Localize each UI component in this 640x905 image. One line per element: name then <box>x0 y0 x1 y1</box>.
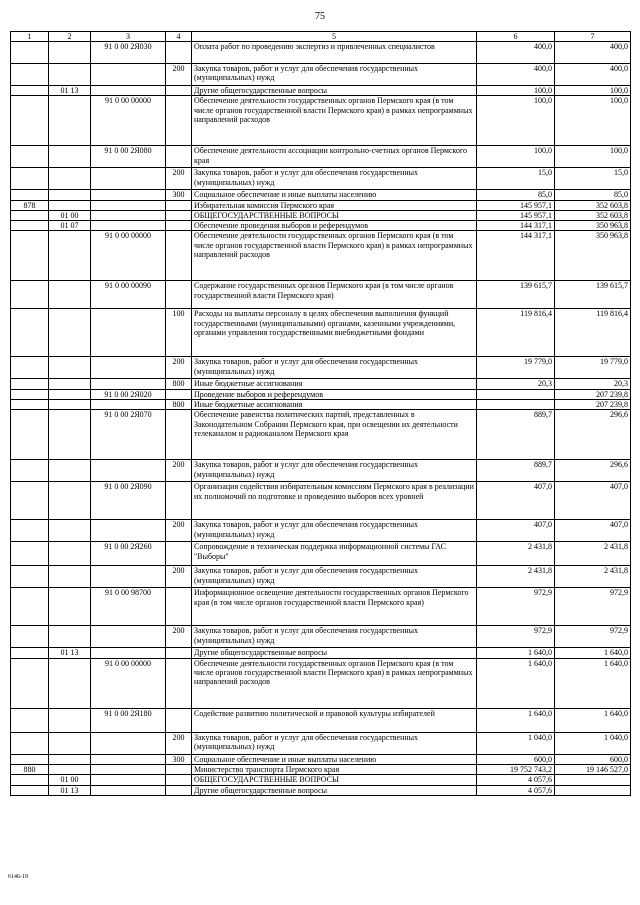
table-row <box>11 410 631 460</box>
amount-2021-cell: 296,6 <box>555 460 631 482</box>
admin-code-cell <box>11 210 49 220</box>
section-code-cell <box>49 410 91 460</box>
section-code-cell: 01 07 <box>49 221 91 231</box>
table-row <box>11 210 631 220</box>
description-cell: ОБЩЕГОСУДАРСТВЕННЫЕ ВОПРОСЫ <box>192 210 477 220</box>
section-code-cell: 01 13 <box>49 648 91 658</box>
description-cell: Закупка товаров, работ и услуг для обеспечения государственных (муниципальных) нужд <box>192 520 477 542</box>
admin-code-cell <box>11 96 49 146</box>
admin-code-cell <box>11 785 49 795</box>
admin-code-cell <box>11 64 49 86</box>
amount-2020-cell: 100,0 <box>477 86 555 96</box>
admin-code-cell <box>11 658 49 708</box>
table-row <box>11 96 631 146</box>
admin-code-cell <box>11 708 49 732</box>
section-code-cell <box>49 764 91 774</box>
amount-2021-cell: 600,0 <box>555 754 631 764</box>
expense-type-cell <box>166 86 192 96</box>
amount-2021-cell: 19 146 527,0 <box>555 764 631 774</box>
expense-type-cell: 200 <box>166 732 192 754</box>
amount-2021-cell: 19 779,0 <box>555 357 631 379</box>
target-article-cell <box>91 357 166 379</box>
table-row <box>11 542 631 566</box>
amount-2020-cell: 19 779,0 <box>477 357 555 379</box>
section-code-cell <box>49 400 91 410</box>
expense-type-cell: 100 <box>166 309 192 357</box>
expense-type-cell: 200 <box>166 168 192 190</box>
expense-type-cell: 300 <box>166 190 192 200</box>
admin-code-cell <box>11 190 49 200</box>
admin-code-cell <box>11 542 49 566</box>
amount-2020-cell: 145 957,1 <box>477 210 555 220</box>
description-cell: Обеспечение деятельности государственных органов Пермского края (в том числе органов государственной власти Пермского края) в рамках непрограммных направлений расходов <box>192 96 477 146</box>
table-row <box>11 626 631 648</box>
section-code-cell: 01 00 <box>49 210 91 220</box>
table-row <box>11 482 631 520</box>
target-article-cell: 91 0 00 00000 <box>91 231 166 281</box>
expense-type-cell <box>166 389 192 399</box>
amount-2021-cell: 100,0 <box>555 146 631 168</box>
expense-type-cell <box>166 221 192 231</box>
amount-2020-cell: 19 752 743,2 <box>477 764 555 774</box>
target-article-cell <box>91 785 166 795</box>
target-article-cell: 91 0 00 2Я030 <box>91 42 166 64</box>
table-row <box>11 281 631 309</box>
amount-2021-cell: 407,0 <box>555 482 631 520</box>
amount-2020-cell: 1 640,0 <box>477 658 555 708</box>
section-code-cell <box>49 200 91 210</box>
amount-2021-cell: 972,9 <box>555 626 631 648</box>
section-code-cell: 01 00 <box>49 775 91 785</box>
description-cell: Обеспечение равенства политических партий, представленных в Законодательном Собрании Пермского края, при освещении их деятельности телеканалом и радиоканалом Пермского края <box>192 410 477 460</box>
target-article-cell <box>91 566 166 588</box>
description-cell: Закупка товаров, работ и услуг для обеспечения государственных (муниципальных) нужд <box>192 732 477 754</box>
description-cell: ОБЩЕГОСУДАРСТВЕННЫЕ ВОПРОСЫ <box>192 775 477 785</box>
expense-type-cell: 800 <box>166 379 192 389</box>
table-row <box>11 400 631 410</box>
description-cell: Информационное освещение деятельности государственных органов Пермского края (в том числе органов государственной власти Пермского края) <box>192 588 477 626</box>
amount-2020-cell: 400,0 <box>477 42 555 64</box>
admin-code-cell <box>11 520 49 542</box>
description-cell: Закупка товаров, работ и услуг для обеспечения государственных (муниципальных) нужд <box>192 626 477 648</box>
expense-type-cell <box>166 281 192 309</box>
table-row <box>11 732 631 754</box>
amount-2020-cell: 100,0 <box>477 96 555 146</box>
amount-2021-cell: 100,0 <box>555 96 631 146</box>
table-row <box>11 309 631 357</box>
description-cell: Закупка товаров, работ и услуг для обеспечения государственных (муниципальных) нужд <box>192 566 477 588</box>
table-row <box>11 708 631 732</box>
amount-2021-cell: 207 239,8 <box>555 389 631 399</box>
table-row <box>11 648 631 658</box>
table-row <box>11 754 631 764</box>
page-number: 75 <box>315 11 325 22</box>
amount-2021-cell: 85,0 <box>555 190 631 200</box>
admin-code-cell <box>11 460 49 482</box>
table-row <box>11 379 631 389</box>
section-code-cell <box>49 460 91 482</box>
header-col-7: 7 <box>555 32 631 42</box>
amount-2020-cell: 144 317,1 <box>477 221 555 231</box>
description-cell: Другие общегосударственные вопросы <box>192 86 477 96</box>
description-cell: Закупка товаров, работ и услуг для обеспечения государственных (муниципальных) нужд <box>192 168 477 190</box>
table-row <box>11 764 631 774</box>
amount-2021-cell: 352 603,8 <box>555 200 631 210</box>
section-code-cell <box>49 626 91 648</box>
table-row <box>11 64 631 86</box>
description-cell: Закупка товаров, работ и услуг для обеспечения государственных (муниципальных) нужд <box>192 460 477 482</box>
amount-2021-cell: 296,6 <box>555 410 631 460</box>
expense-type-cell <box>166 588 192 626</box>
amount-2020-cell: 20,3 <box>477 379 555 389</box>
amount-2020-cell: 85,0 <box>477 190 555 200</box>
description-cell: Организация содействия избирательным комиссиям Пермского края в реализации их полномочий по подготовке и проведению выборов всех уровней <box>192 482 477 520</box>
table-row <box>11 200 631 210</box>
amount-2020-cell: 400,0 <box>477 64 555 86</box>
amount-2021-cell: 2 431,8 <box>555 566 631 588</box>
table-row <box>11 42 631 64</box>
amount-2020-cell: 144 317,1 <box>477 231 555 281</box>
admin-code-cell <box>11 221 49 231</box>
amount-2020-cell: 4 057,6 <box>477 775 555 785</box>
table-row <box>11 221 631 231</box>
amount-2021-cell: 407,0 <box>555 520 631 542</box>
table-row <box>11 357 631 379</box>
target-article-cell: 91 0 00 2Я180 <box>91 708 166 732</box>
section-code-cell <box>49 309 91 357</box>
amount-2021-cell: 20,3 <box>555 379 631 389</box>
admin-code-cell: 878 <box>11 200 49 210</box>
amount-2020-cell: 1 640,0 <box>477 708 555 732</box>
section-code-cell <box>49 146 91 168</box>
description-cell: Министерство транспорта Пермского края <box>192 764 477 774</box>
admin-code-cell <box>11 42 49 64</box>
table-row <box>11 86 631 96</box>
admin-code-cell <box>11 400 49 410</box>
amount-2020-cell: 1 640,0 <box>477 648 555 658</box>
section-code-cell <box>49 357 91 379</box>
table-row <box>11 588 631 626</box>
amount-2020-cell: 972,9 <box>477 626 555 648</box>
section-code-cell <box>49 588 91 626</box>
expense-type-cell: 200 <box>166 520 192 542</box>
target-article-cell <box>91 86 166 96</box>
section-code-cell <box>49 96 91 146</box>
expense-type-cell <box>166 146 192 168</box>
section-code-cell <box>49 64 91 86</box>
admin-code-cell <box>11 775 49 785</box>
target-article-cell <box>91 754 166 764</box>
amount-2021-cell: 15,0 <box>555 168 631 190</box>
target-article-cell <box>91 764 166 774</box>
description-cell: Оплата работ по проведению экспертиз и привлеченных специалистов <box>192 42 477 64</box>
admin-code-cell <box>11 281 49 309</box>
expense-type-cell <box>166 210 192 220</box>
amount-2021-cell: 350 963,8 <box>555 231 631 281</box>
amount-2020-cell: 889,7 <box>477 460 555 482</box>
amount-2021-cell: 352 603,8 <box>555 210 631 220</box>
expense-type-cell: 800 <box>166 400 192 410</box>
amount-2020-cell: 407,0 <box>477 520 555 542</box>
expense-type-cell <box>166 775 192 785</box>
table-row <box>11 190 631 200</box>
table-row <box>11 566 631 588</box>
expense-type-cell: 300 <box>166 754 192 764</box>
amount-2020-cell: 889,7 <box>477 410 555 460</box>
target-article-cell <box>91 460 166 482</box>
target-article-cell: 91 0 00 00000 <box>91 96 166 146</box>
target-article-cell <box>91 64 166 86</box>
footer-code: 6146-19 <box>8 874 28 880</box>
amount-2020-cell: 1 040,0 <box>477 732 555 754</box>
section-code-cell <box>49 168 91 190</box>
admin-code-cell <box>11 648 49 658</box>
description-cell: Обеспечение деятельности государственных органов Пермского края (в том числе органов государственной власти Пермского края) в рамках непрограммных направлений расходов <box>192 231 477 281</box>
amount-2021-cell <box>555 775 631 785</box>
section-code-cell: 01 13 <box>49 86 91 96</box>
section-code-cell <box>49 42 91 64</box>
description-cell: Иные бюджетные ассигнования <box>192 400 477 410</box>
admin-code-cell <box>11 410 49 460</box>
description-cell: Другие общегосударственные вопросы <box>192 648 477 658</box>
target-article-cell: 91 0 00 98700 <box>91 588 166 626</box>
description-cell: Иные бюджетные ассигнования <box>192 379 477 389</box>
description-cell: Другие общегосударственные вопросы <box>192 785 477 795</box>
description-cell: Обеспечение деятельности государственных органов Пермского края (в том числе органов государственной власти Пермского края) в рамках непрограммных направлений расходов <box>192 658 477 708</box>
admin-code-cell <box>11 389 49 399</box>
target-article-cell <box>91 520 166 542</box>
amount-2020-cell: 2 431,8 <box>477 542 555 566</box>
expense-type-cell <box>166 764 192 774</box>
amount-2021-cell: 100,0 <box>555 86 631 96</box>
description-cell: Обеспечение деятельности ассоциации контрольно-счетных органов Пермского края <box>192 146 477 168</box>
expense-type-cell <box>166 42 192 64</box>
table-row <box>11 775 631 785</box>
description-cell: Социальное обеспечение и иные выплаты населению <box>192 754 477 764</box>
header-col-3: 3 <box>91 32 166 42</box>
amount-2021-cell: 207 239,8 <box>555 400 631 410</box>
admin-code-cell <box>11 231 49 281</box>
expense-type-cell <box>166 785 192 795</box>
section-code-cell <box>49 658 91 708</box>
description-cell: Сопровождение и техническая поддержка информационной системы ГАС "Выборы" <box>192 542 477 566</box>
admin-code-cell: 880 <box>11 764 49 774</box>
section-code-cell <box>49 708 91 732</box>
amount-2021-cell: 400,0 <box>555 42 631 64</box>
section-code-cell <box>49 520 91 542</box>
section-code-cell <box>49 281 91 309</box>
amount-2020-cell: 139 615,7 <box>477 281 555 309</box>
admin-code-cell <box>11 86 49 96</box>
admin-code-cell <box>11 379 49 389</box>
amount-2021-cell: 1 640,0 <box>555 648 631 658</box>
expense-type-cell <box>166 542 192 566</box>
amount-2020-cell: 15,0 <box>477 168 555 190</box>
amount-2020-cell <box>477 400 555 410</box>
expense-type-cell: 200 <box>166 566 192 588</box>
target-article-cell <box>91 400 166 410</box>
amount-2020-cell: 119 816,4 <box>477 309 555 357</box>
admin-code-cell <box>11 168 49 190</box>
amount-2021-cell <box>555 785 631 795</box>
expense-type-cell <box>166 410 192 460</box>
target-article-cell: 91 0 00 2Я090 <box>91 482 166 520</box>
section-code-cell <box>49 566 91 588</box>
table-row <box>11 389 631 399</box>
description-cell: Закупка товаров, работ и услуг для обеспечения государственных (муниципальных) нужд <box>192 64 477 86</box>
admin-code-cell <box>11 732 49 754</box>
expense-type-cell <box>166 708 192 732</box>
expense-type-cell <box>166 231 192 281</box>
section-code-cell: 01 13 <box>49 785 91 795</box>
target-article-cell <box>91 200 166 210</box>
table-row <box>11 460 631 482</box>
amount-2020-cell: 972,9 <box>477 588 555 626</box>
target-article-cell <box>91 379 166 389</box>
table-row <box>11 520 631 542</box>
amount-2021-cell: 1 040,0 <box>555 732 631 754</box>
amount-2020-cell: 145 957,1 <box>477 200 555 210</box>
expense-type-cell <box>166 96 192 146</box>
target-article-cell <box>91 168 166 190</box>
admin-code-cell <box>11 482 49 520</box>
section-code-cell <box>49 379 91 389</box>
section-code-cell <box>49 754 91 764</box>
expense-type-cell <box>166 200 192 210</box>
expense-type-cell: 200 <box>166 64 192 86</box>
section-code-cell <box>49 482 91 520</box>
table-row <box>11 658 631 708</box>
section-code-cell <box>49 389 91 399</box>
target-article-cell: 91 0 00 00000 <box>91 658 166 708</box>
target-article-cell <box>91 221 166 231</box>
section-code-cell <box>49 231 91 281</box>
admin-code-cell <box>11 357 49 379</box>
expense-type-cell <box>166 482 192 520</box>
target-article-cell <box>91 309 166 357</box>
section-code-cell <box>49 542 91 566</box>
target-article-cell <box>91 190 166 200</box>
table-row <box>11 231 631 281</box>
description-cell: Обеспечение проведения выборов и референдумов <box>192 221 477 231</box>
description-cell: Расходы на выплаты персоналу в целях обеспечения выполнения функций государственными (муниципальными) органами, казенными учреждениями, органами управления государственными внебюджетными фондами <box>192 309 477 357</box>
header-col-1: 1 <box>11 32 49 42</box>
target-article-cell: 91 0 00 2Я260 <box>91 542 166 566</box>
table-row <box>11 785 631 795</box>
amount-2020-cell: 407,0 <box>477 482 555 520</box>
header-col-5: 5 <box>192 32 477 42</box>
amount-2020-cell <box>477 389 555 399</box>
amount-2021-cell: 972,9 <box>555 588 631 626</box>
amount-2021-cell: 119 816,4 <box>555 309 631 357</box>
admin-code-cell <box>11 626 49 648</box>
expense-type-cell: 200 <box>166 460 192 482</box>
target-article-cell: 91 0 00 2Я020 <box>91 389 166 399</box>
target-article-cell <box>91 775 166 785</box>
amount-2021-cell: 400,0 <box>555 64 631 86</box>
target-article-cell <box>91 210 166 220</box>
header-col-2: 2 <box>49 32 91 42</box>
header-row <box>11 32 631 42</box>
target-article-cell <box>91 648 166 658</box>
target-article-cell <box>91 626 166 648</box>
budget-table <box>10 31 631 796</box>
target-article-cell <box>91 732 166 754</box>
table-body <box>11 32 631 796</box>
description-cell: Закупка товаров, работ и услуг для обеспечения государственных (муниципальных) нужд <box>192 357 477 379</box>
header-col-6: 6 <box>477 32 555 42</box>
admin-code-cell <box>11 566 49 588</box>
amount-2021-cell: 1 640,0 <box>555 708 631 732</box>
amount-2020-cell: 600,0 <box>477 754 555 764</box>
amount-2020-cell: 100,0 <box>477 146 555 168</box>
description-cell: Содержание государственных органов Пермского края (в том числе органов государственной власти Пермского края) <box>192 281 477 309</box>
amount-2021-cell: 1 640,0 <box>555 658 631 708</box>
expense-type-cell <box>166 658 192 708</box>
section-code-cell <box>49 190 91 200</box>
target-article-cell: 91 0 00 00090 <box>91 281 166 309</box>
expense-type-cell: 200 <box>166 626 192 648</box>
table-row <box>11 168 631 190</box>
amount-2020-cell: 4 057,6 <box>477 785 555 795</box>
expense-type-cell: 200 <box>166 357 192 379</box>
amount-2020-cell: 2 431,8 <box>477 566 555 588</box>
amount-2021-cell: 2 431,8 <box>555 542 631 566</box>
admin-code-cell <box>11 309 49 357</box>
admin-code-cell <box>11 146 49 168</box>
amount-2021-cell: 350 963,8 <box>555 221 631 231</box>
expense-type-cell <box>166 648 192 658</box>
description-cell: Проведение выборов и референдумов <box>192 389 477 399</box>
target-article-cell: 91 0 00 2Я070 <box>91 410 166 460</box>
description-cell: Избирательная комиссия Пермского края <box>192 200 477 210</box>
admin-code-cell <box>11 588 49 626</box>
amount-2021-cell: 139 615,7 <box>555 281 631 309</box>
target-article-cell: 91 0 00 2Я080 <box>91 146 166 168</box>
description-cell: Содействие развитию политической и правовой культуры избирателей <box>192 708 477 732</box>
table-row <box>11 146 631 168</box>
section-code-cell <box>49 732 91 754</box>
header-col-4: 4 <box>166 32 192 42</box>
description-cell: Социальное обеспечение и иные выплаты населению <box>192 190 477 200</box>
admin-code-cell <box>11 754 49 764</box>
